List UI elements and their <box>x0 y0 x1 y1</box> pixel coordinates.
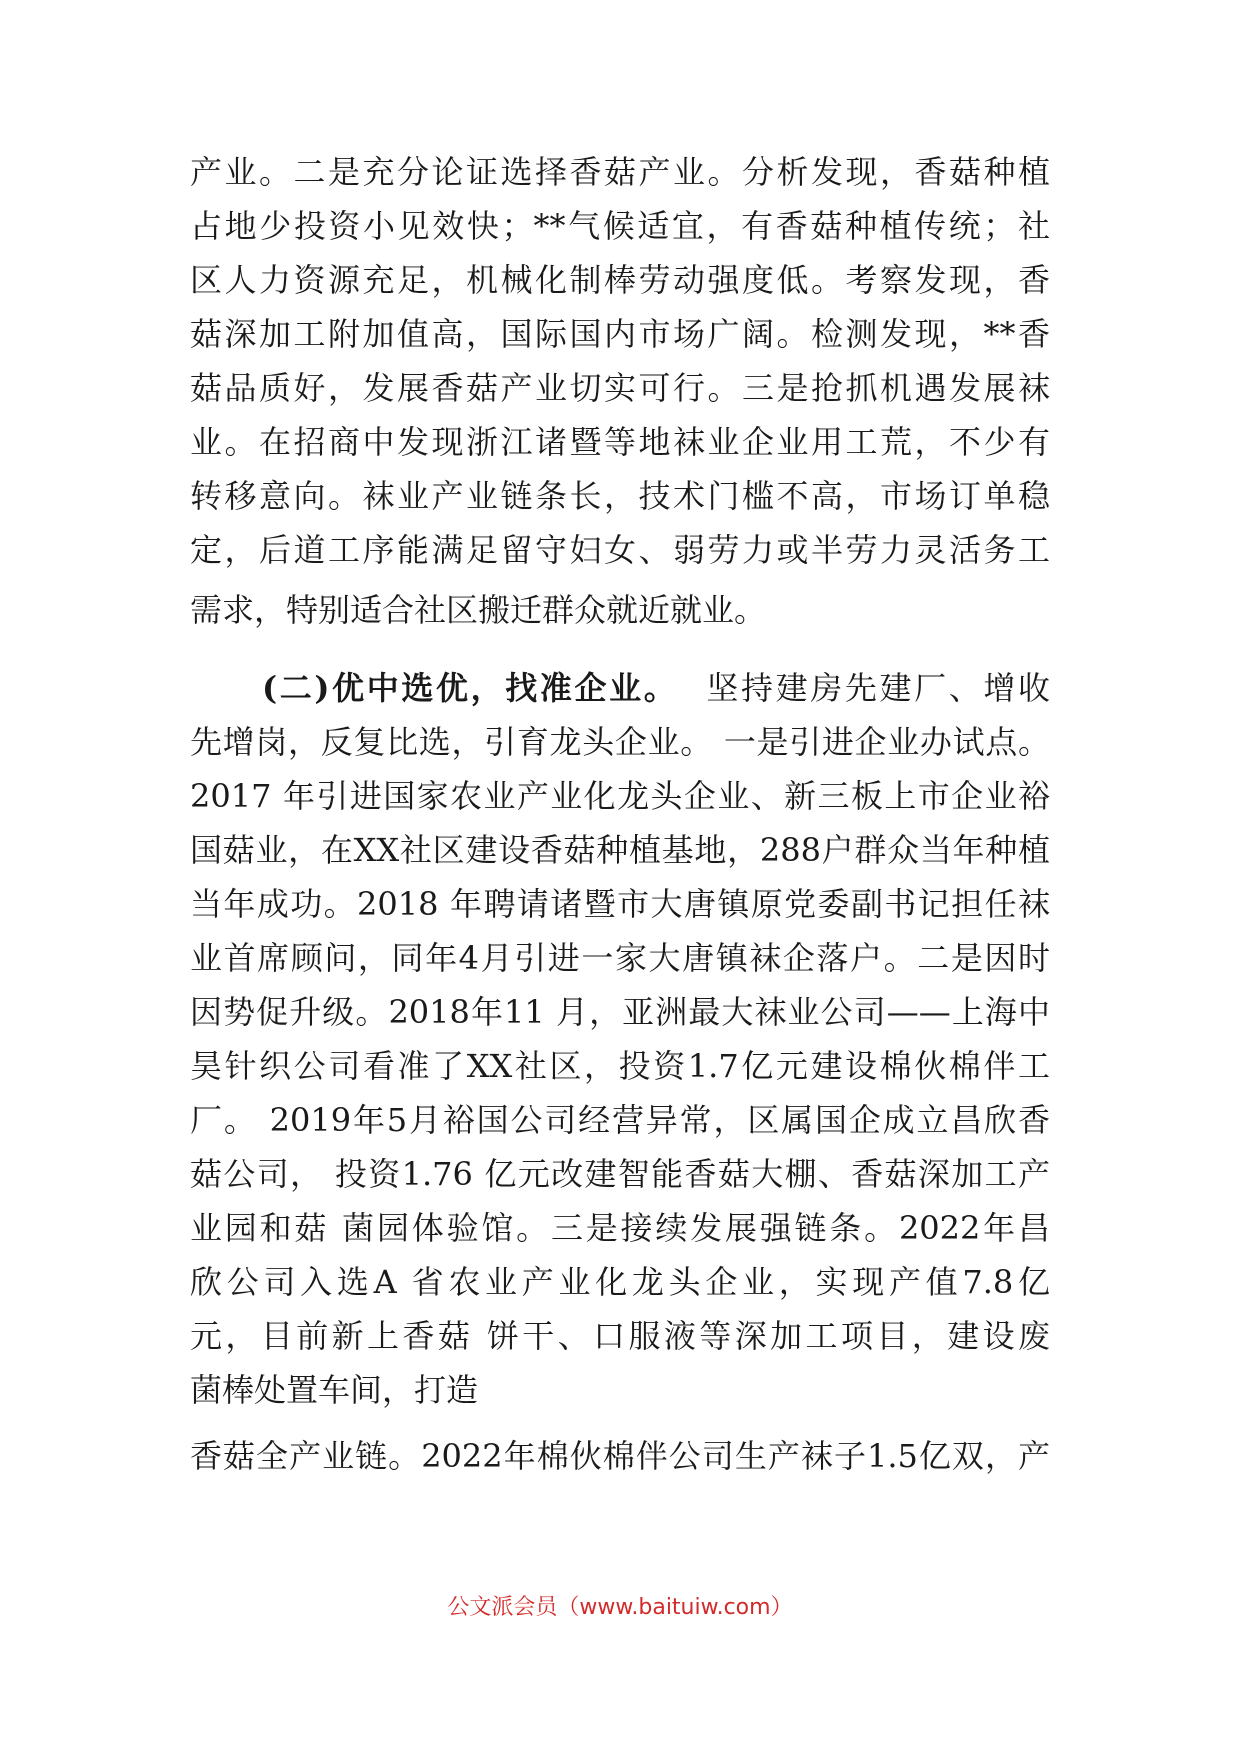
paragraph-1-line: 占地少投资小见效快；**气候适宜，有香菇种植传统；社 <box>190 207 1050 245</box>
paragraph-2-first-line-text: 坚持建房先建厂、增收 <box>706 669 1050 707</box>
paragraph-2-line: 业首席顾问，同年4月引进一家大唐镇袜企落户。二是因时 <box>190 939 1050 977</box>
paragraph-2-line: 业园和菇 菌园体验馆。三是接续发展强链条。2022年昌 <box>190 1209 1050 1247</box>
paragraph-2-line: 菌棒处置车间，打造 <box>190 1371 479 1409</box>
paragraph-1-line: 定，后道工序能满足留守妇女、弱劳力或半劳力灵活务工 <box>190 531 1050 569</box>
footer-watermark: 公文派会员（www.baituiw.com） <box>447 1595 793 1620</box>
paragraph-2-line: 菇公司， 投资1.76 亿元改建智能香菇大棚、香菇深加工产 <box>190 1155 1050 1193</box>
paragraph-1-line: 需求，特别适合社区搬迁群众就近就业。 <box>190 591 767 629</box>
paragraph-2-line: 国菇业，在XX社区建设香菇种植基地，288户群众当年种植 <box>190 831 1050 869</box>
paragraph-2-first-line <box>262 668 1050 708</box>
paragraph-2-line: 欣公司入选A 省农业产业化龙头企业，实现产值7.8亿 <box>190 1263 1050 1301</box>
paragraph-1-line: 业。在招商中发现浙江诸暨等地袜业企业用工荒，不少有 <box>190 423 1050 461</box>
paragraph-1-line: 菇深加工附加值高，国际国内市场广阔。检测发现，**香 <box>190 315 1050 353</box>
paragraph-2-line: 2017 年引进国家农业产业化龙头企业、新三板上市企业裕 <box>190 777 1050 815</box>
paragraph-1-line: 区人力资源充足，机械化制棒劳动强度低。考察发现，香 <box>190 261 1050 299</box>
paragraph-2-line: 昊针织公司看准了XX社区，投资1.7亿元建设棉伙棉伴工 <box>190 1047 1050 1085</box>
paragraph-2-line: 元，目前新上香菇 饼干、口服液等深加工项目，建设废 <box>190 1317 1050 1355</box>
paragraph-2-line: 香菇全产业链。2022年棉伙棉伴公司生产袜子1.5亿双，产 <box>190 1437 1050 1475</box>
paragraph-1-line: 菇品质好，发展香菇产业切实可行。三是抢抓机遇发展袜 <box>190 369 1050 407</box>
paragraph-1-line: 转移意向。袜业产业链条长，技术门槛不高，市场订单稳 <box>190 477 1050 515</box>
paragraph-2-line: 厂。 2019年5月裕国公司经营异常，区属国企成立昌欣香 <box>190 1101 1050 1139</box>
paragraph-2-line: 先增岗，反复比选，引育龙头企业。 一是引进企业办试点。 <box>190 723 1050 761</box>
paragraph-2-line: 因势促升级。2018年11 月，亚洲最大袜业公司——上海中 <box>190 993 1050 1031</box>
paragraph-2-line: 当年成功。2018 年聘请诸暨市大唐镇原党委副书记担任袜 <box>190 885 1050 923</box>
paragraph-1-line: 产业。二是充分论证选择香菇产业。分析发现，香菇种植 <box>190 153 1050 191</box>
section-heading: (二)优中选优，找准企业。 <box>262 669 679 707</box>
